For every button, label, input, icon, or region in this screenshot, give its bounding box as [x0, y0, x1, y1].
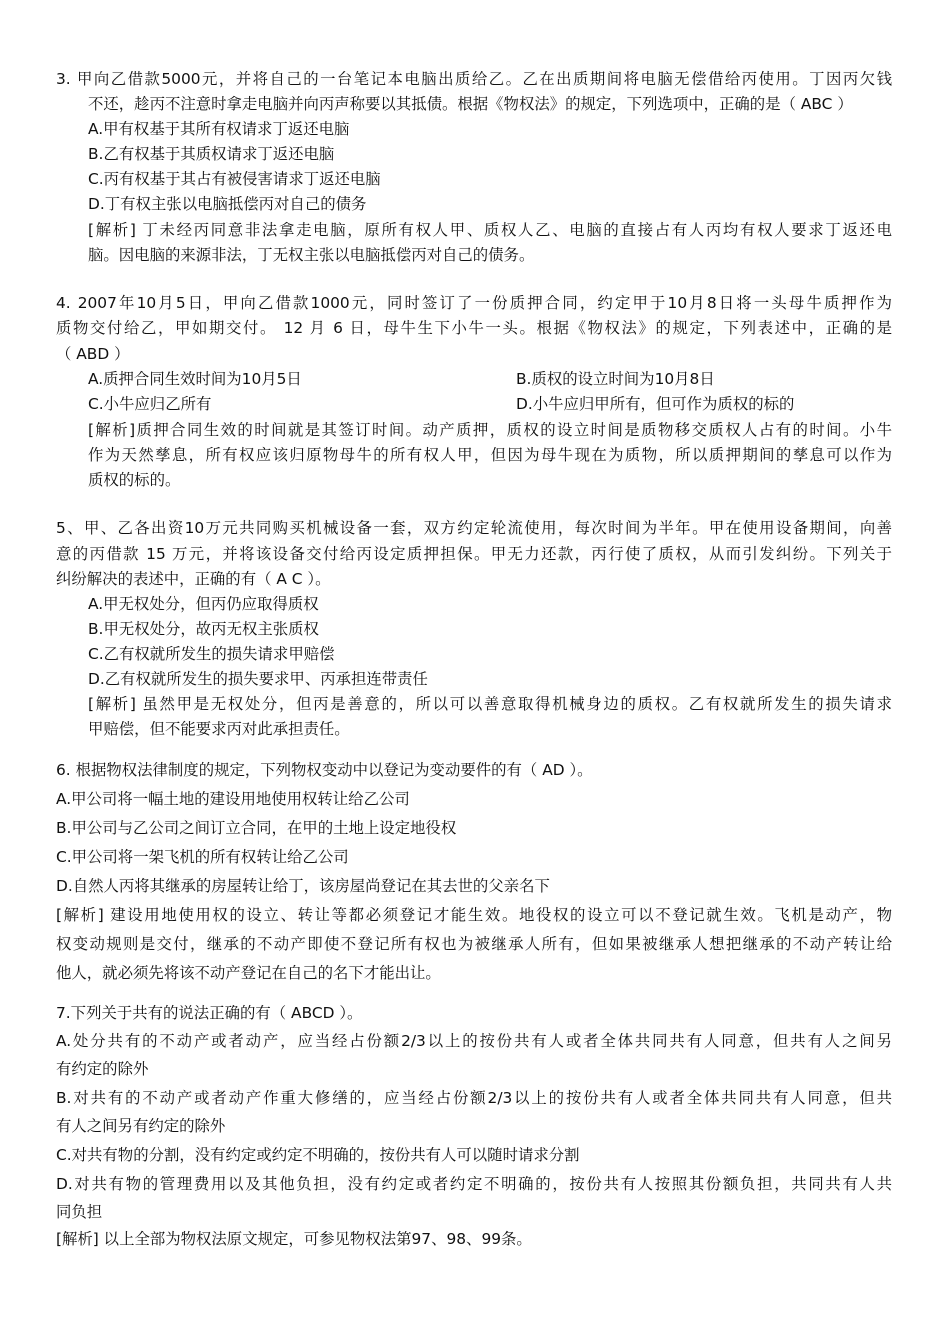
question-5-stem-line-1: 5、甲、乙各出资10万元共同购买机械设备一套，双方约定轮流使用，每次时间为半年。甲在使用设备期间，向善 — [56, 519, 892, 537]
question-5-option-a: A.甲无权处分，但丙仍应取得质权 — [88, 595, 319, 613]
question-6-option-a: A.甲公司将一幅土地的建设用地使用权转让给乙公司 — [56, 790, 410, 808]
question-4-option-d: D.小牛应归甲所有，但可作为质权的标的 — [516, 395, 795, 413]
question-6-option-c: C.甲公司将一架飞机的所有权转让给乙公司 — [56, 848, 349, 866]
question-5-option-d: D.乙有权就所发生的损失要求甲、丙承担连带责任 — [88, 670, 428, 688]
question-3-analysis-line-2: 脑。因电脑的来源非法，丁无权主张以电脑抵偿丙对自己的债务。 — [88, 246, 535, 264]
question-7-option-a-line-2: 有约定的除外 — [56, 1060, 149, 1078]
question-5-option-b: B.甲无权处分，故丙无权主张质权 — [88, 620, 319, 638]
question-4-stem-line-2: 质物交付给乙，甲如期交付。 12 月 6 日，母牛生下小牛一头。根据《物权法》的规定，下列表述中，正确的是 — [56, 319, 892, 337]
question-5-analysis-line-2: 甲赔偿，但不能要求丙对此承担责任。 — [88, 720, 350, 738]
question-6-analysis-line-2: 权变动规则是交付，继承的不动产即使不登记所有权也为被继承人所有，但如果被继承人想把继承的不动产转让给 — [56, 935, 892, 953]
question-5-option-c: C.乙有权就所发生的损失请求甲赔偿 — [88, 645, 335, 663]
question-3-option-c: C.丙有权基于其占有被侵害请求丁返还电脑 — [88, 170, 381, 188]
question-4-option-c: C.小牛应归乙所有 — [88, 395, 212, 413]
question-6-analysis-line-1: [解析] 建设用地使用权的设立、转让等都必须登记才能生效。地役权的设立可以不登记就生效。飞机是动产，物 — [56, 906, 892, 924]
question-4-analysis-line-2: 作为天然孳息，所有权应该归原物母牛的所有权人甲，但因为母牛现在为质物，所以质押期间的孳息可以作为 — [88, 446, 892, 464]
question-7-option-a-line-1: A.处分共有的不动产或者动产，应当经占份额2/3以上的按份共有人或者全体共同共有人同意，但共有人之间另 — [56, 1032, 892, 1050]
question-7-option-d-line-2: 同负担 — [56, 1203, 103, 1221]
question-3-option-d: D.丁有权主张以电脑抵偿丙对自己的债务 — [88, 195, 367, 213]
question-6-analysis-line-3: 他人，就必须先将该不动产登记在自己的名下才能出让。 — [56, 964, 441, 982]
question-7-option-b-line-1: B.对共有的不动产或者动产作重大修缮的，应当经占份额2/3以上的按份共有人或者全体共同共有人同意，但共 — [56, 1089, 892, 1107]
question-4-analysis-line-3: 质权的标的。 — [88, 471, 181, 489]
question-3-stem-line-2: 不还，趁丙不注意时拿走电脑并向丙声称要以其抵债。根据《物权法》的规定，下列选项中，正确的是（ ABC ） — [88, 95, 853, 113]
question-7-analysis-line-1: [解析] 以上全部为物权法原文规定，可参见物权法第97、98、99条。 — [56, 1230, 532, 1248]
question-3-option-a: A.甲有权基于其所有权请求丁返还电脑 — [88, 120, 350, 138]
question-5-stem-line-2: 意的丙借款 15 万元，并将该设备交付给丙设定质押担保。甲无力还款，丙行使了质权，从而引发纠纷。下列关于 — [56, 545, 892, 563]
question-4-option-a: A.质押合同生效时间为10月5日 — [88, 370, 302, 388]
question-7-option-b-line-2: 有人之间另有约定的除外 — [56, 1117, 226, 1135]
question-7-stem-line-1: 7.下列关于共有的说法正确的有（ ABCD ）。 — [56, 1004, 363, 1022]
question-6-stem-line-1: 6. 根据物权法律制度的规定，下列物权变动中以登记为变动要件的有（ AD ）。 — [56, 761, 593, 779]
question-6-option-b: B.甲公司与乙公司之间订立合同，在甲的土地上设定地役权 — [56, 819, 457, 837]
question-5-stem-line-3: 纠纷解决的表述中，正确的有（ A C ）。 — [56, 570, 331, 588]
question-3-option-b: B.乙有权基于其质权请求丁返还电脑 — [88, 145, 335, 163]
question-6-option-d: D.自然人丙将其继承的房屋转让给丁，该房屋尚登记在其去世的父亲名下 — [56, 877, 550, 895]
question-3-stem-line-1: 3. 甲向乙借款5000元，并将自己的一台笔记本电脑出质给乙。乙在出质期间将电脑无偿借给丙使用。丁因丙欠钱 — [56, 70, 892, 88]
question-5-analysis-line-1: [解析] 虽然甲是无权处分，但丙是善意的，所以可以善意取得机械身边的质权。乙有权就所发生的损失请求 — [88, 695, 892, 713]
question-4-stem-line-3: （ ABD ） — [56, 345, 130, 363]
question-4-option-b: B.质权的设立时间为10月8日 — [516, 370, 715, 388]
question-7-option-c: C.对共有物的分割，没有约定或约定不明确的，按份共有人可以随时请求分割 — [56, 1146, 580, 1164]
question-4-stem-line-1: 4. 2007年10月5日，甲向乙借款1000元，同时签订了一份质押合同，约定甲于10月8日将一头母牛质押作为 — [56, 294, 892, 312]
question-3-analysis-line-1: [解析] 丁未经丙同意非法拿走电脑，原所有权人甲、质权人乙、电脑的直接占有人丙均有权人要求丁返还电 — [88, 221, 892, 239]
question-4-analysis-line-1: [解析]质押合同生效的时间就是其签订时间。动产质押，质权的设立时间是质物移交质权人占有的时间。小牛 — [88, 421, 892, 439]
question-7-option-d-line-1: D.对共有物的管理费用以及其他负担，没有约定或者约定不明确的，按份共有人按照其份额负担，共同共有人共 — [56, 1175, 892, 1193]
